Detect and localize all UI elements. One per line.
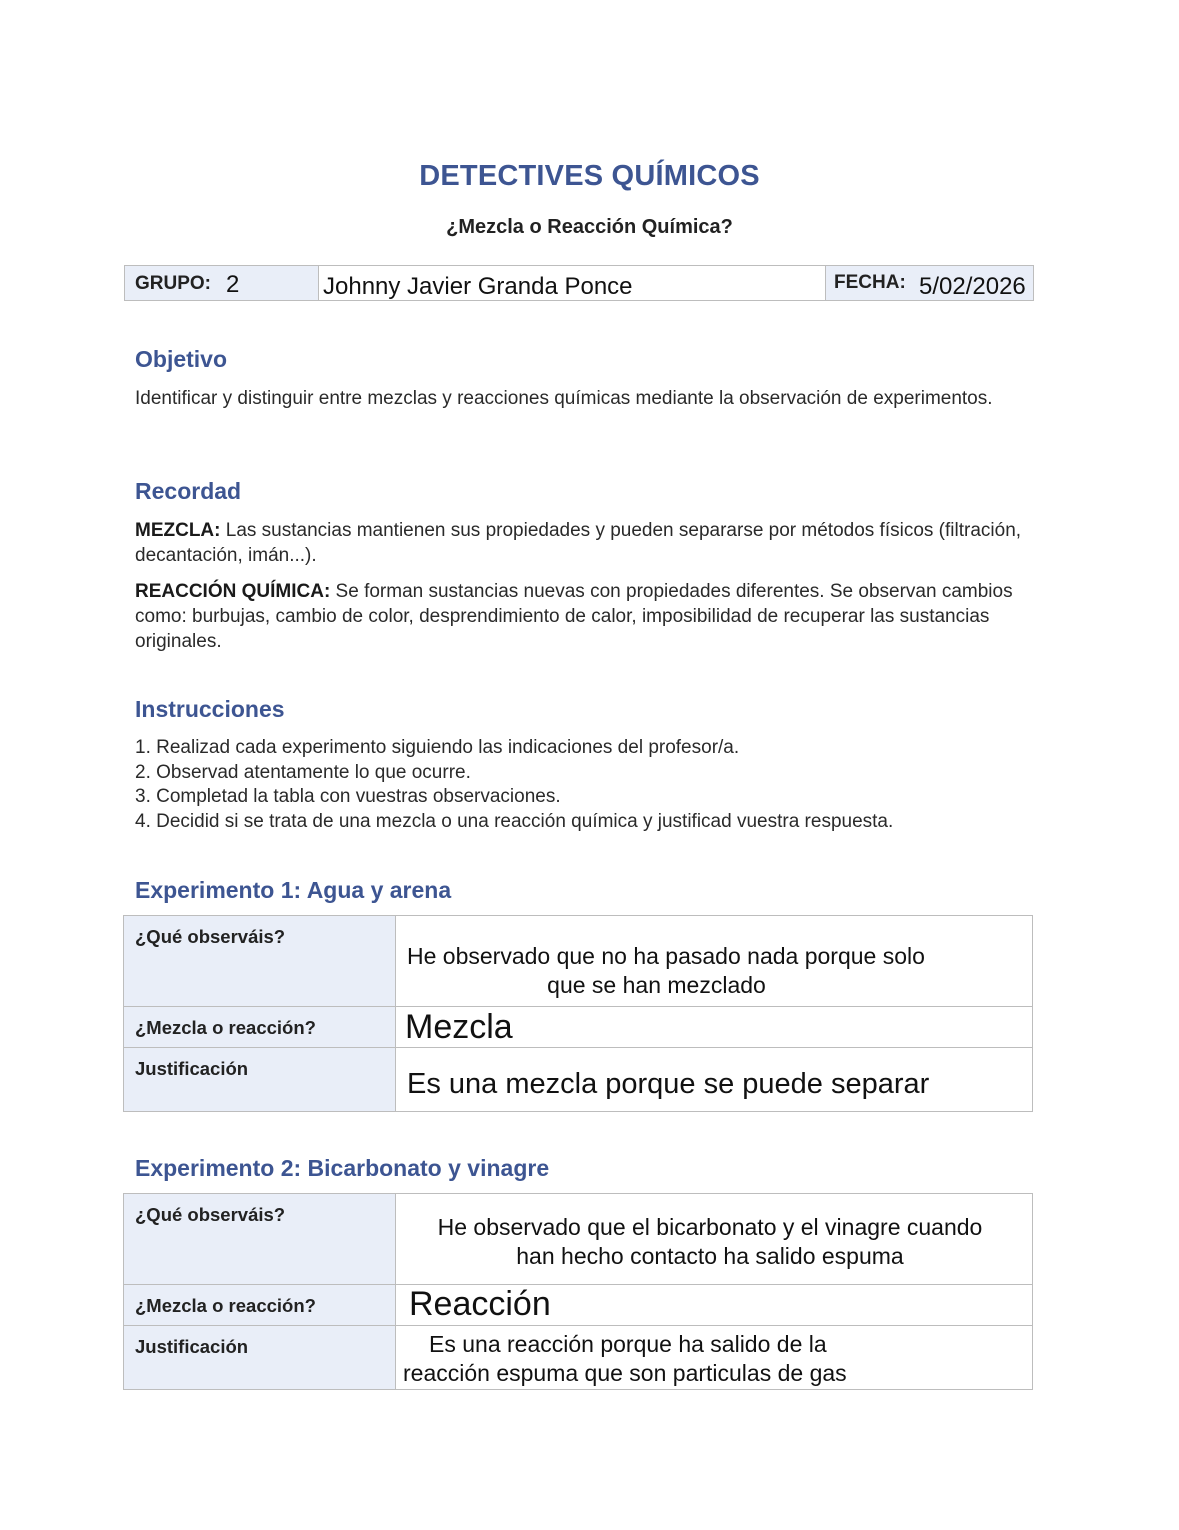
grupo-value[interactable]: 2 [226,271,240,298]
row-label: ¿Qué observáis? [124,916,396,1006]
document-subtitle: ¿Mezcla o Reacción Química? [446,216,733,238]
fecha-label: FECHA: [834,272,906,293]
student-name[interactable]: Johnny Javier Granda Ponce [323,273,633,300]
justification-field[interactable]: Es una mezcla porque se puede separar [407,1068,930,1100]
reaccion-definition [135,579,1053,654]
table-row [124,1325,1032,1389]
reaccion-text: Se forman sustancias nuevas con propiedades diferentes. Se observan cambios como: burbujas, cambio de color, desprendimiento de calor, imposibilidad de recuperar las sustancias originales. [135,581,1013,652]
instrucciones-heading: Instrucciones [135,696,285,722]
table-row [124,1047,1032,1111]
observation-line: que se han mezclado [547,972,766,998]
grupo-label: GRUPO: [135,273,211,294]
table-row [124,916,1032,1006]
grupo-cell [125,266,319,300]
experiment-2-heading: Experimento 2: Bicarbonato y vinagre [135,1155,550,1181]
observation-line: He observado que el bicarbonato y el vinagre cuando [437,1214,983,1240]
header-table [124,265,1034,301]
instrucciones-list [135,736,1035,834]
table-row [124,1006,1032,1047]
row-label: ¿Mezcla o reacción? [124,1007,396,1047]
row-label: ¿Mezcla o reacción? [124,1285,396,1325]
row-label: Justificación [124,1326,396,1389]
experiment-1-table [123,915,1033,1112]
reaccion-term: REACCIÓN QUÍMICA: [135,581,331,602]
instruction-item: 1. Realizad cada experimento siguiendo las indicaciones del profesor/a. [135,737,740,758]
instruction-item: 4. Decidid si se trata de una mezcla o una reacción química y justificad vuestra respuesta. [135,810,894,832]
student-name-cell[interactable] [319,266,826,300]
observation-line: He observado que no ha pasado nada porque solo [407,943,925,969]
row-label: ¿Qué observáis? [124,1194,396,1284]
instruction-item: 2. Observad atentamente lo que ocurre. [135,761,471,783]
justification-line: reacción espuma que son particulas de gas [403,1360,847,1386]
classification-field[interactable]: Mezcla [405,1008,513,1046]
justification-field[interactable] [396,1326,1032,1389]
objetivo-text: Identificar y distinguir entre mezclas y reacciones químicas mediante la observación de experimentos. [135,388,993,409]
experiment-2-table [123,1193,1033,1390]
objetivo-heading: Objetivo [135,346,228,372]
recordad-heading: Recordad [135,478,242,504]
classification-field[interactable]: Reacción [409,1285,551,1323]
observation-field[interactable] [396,1194,1032,1284]
observation-line: han hecho contacto ha salido espuma [516,1243,904,1269]
document-title: DETECTIVES QUÍMICOS [419,160,760,192]
observation-field[interactable] [396,916,1032,1006]
mezcla-text: Las sustancias mantienen sus propiedades y pueden separarse por métodos físicos (filtración, decantación, imán...). [135,520,1022,566]
instruction-item: 3. Completad la tabla con vuestras observaciones. [135,786,561,807]
mezcla-definition [135,518,1045,568]
justification-line: Es una reacción porque ha salido de la [429,1331,827,1357]
mezcla-term: MEZCLA: [135,520,221,541]
table-row [124,1284,1032,1325]
row-label: Justificación [124,1048,396,1111]
fecha-value[interactable]: 5/02/2026 [919,273,1026,300]
table-row [124,1194,1032,1284]
fecha-cell [826,266,1033,300]
experiment-1-heading: Experimento 1: Agua y arena [135,877,452,903]
